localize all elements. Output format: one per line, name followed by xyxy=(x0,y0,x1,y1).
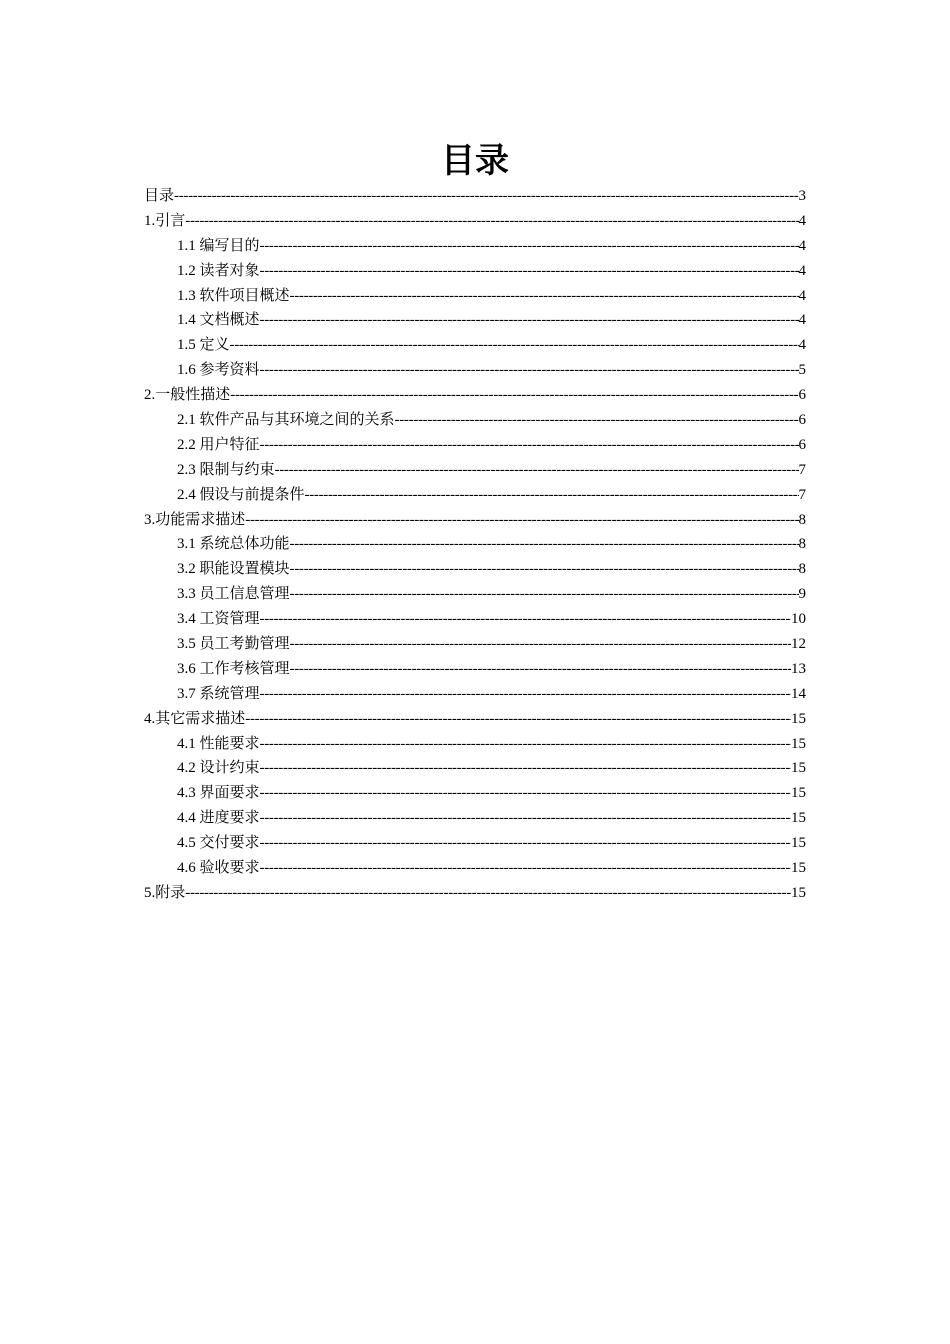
toc-dot-leader xyxy=(290,532,799,557)
toc-dot-leader xyxy=(260,607,791,632)
table-of-contents xyxy=(144,184,806,906)
toc-entry-label: 3.1 系统总体功能 xyxy=(177,536,290,553)
toc-entry[interactable] xyxy=(144,831,806,856)
toc-entry-page-number: 4 xyxy=(798,262,806,279)
toc-entry-label: 2.1 软件产品与其环境之间的关系 xyxy=(177,412,395,429)
toc-entry-page-number: 4 xyxy=(798,237,806,254)
toc-entry-label: 4.3 界面要求 xyxy=(177,785,260,802)
toc-entry-label: 3.5 员工考勤管理 xyxy=(177,636,290,653)
toc-entry-label: 4.6 验收要求 xyxy=(177,860,260,877)
toc-entry-label: 1.2 读者对象 xyxy=(177,262,260,279)
toc-entry-page-number: 15 xyxy=(791,884,806,901)
toc-dot-leader xyxy=(260,308,799,333)
toc-entry[interactable] xyxy=(144,881,806,906)
toc-entry-page-number: 4 xyxy=(798,337,806,354)
toc-dot-leader xyxy=(260,756,791,781)
toc-entry[interactable] xyxy=(144,508,806,533)
toc-dot-leader xyxy=(260,358,799,383)
toc-dot-leader xyxy=(290,284,799,309)
toc-entry-page-number: 15 xyxy=(791,860,806,877)
toc-entry-page-number: 10 xyxy=(791,611,806,628)
toc-entry-label: 4.4 进度要求 xyxy=(177,810,260,827)
toc-entry-page-number: 15 xyxy=(791,760,806,777)
toc-entry-label: 4.5 交付要求 xyxy=(177,835,260,852)
toc-dot-leader xyxy=(245,508,798,533)
toc-entry-page-number: 8 xyxy=(798,511,806,528)
toc-entry-page-number: 6 xyxy=(798,387,806,404)
toc-entry[interactable] xyxy=(144,732,806,757)
toc-dot-leader xyxy=(260,856,791,881)
toc-entry[interactable] xyxy=(144,682,806,707)
toc-entry-label: 3.4 工资管理 xyxy=(177,611,260,628)
toc-entry-label: 2.4 假设与前提条件 xyxy=(177,486,305,503)
toc-entry[interactable] xyxy=(144,458,806,483)
toc-entry[interactable] xyxy=(144,657,806,682)
toc-entry-page-number: 6 xyxy=(798,412,806,429)
toc-entry[interactable] xyxy=(144,408,806,433)
toc-entry-label: 4.2 设计约束 xyxy=(177,760,260,777)
toc-dot-leader xyxy=(185,881,791,906)
toc-entry[interactable] xyxy=(144,284,806,309)
toc-entry[interactable] xyxy=(144,358,806,383)
toc-entry[interactable] xyxy=(144,582,806,607)
toc-entry-label: 1.4 文档概述 xyxy=(177,312,260,329)
toc-entry[interactable] xyxy=(144,756,806,781)
toc-entry-label: 1.6 参考资料 xyxy=(177,362,260,379)
toc-entry-page-number: 8 xyxy=(798,536,806,553)
toc-entry[interactable] xyxy=(144,234,806,259)
toc-entry-label: 2.2 用户特征 xyxy=(177,436,260,453)
toc-entry-page-number: 15 xyxy=(791,735,806,752)
toc-entry-page-number: 15 xyxy=(791,835,806,852)
toc-entry-page-number: 4 xyxy=(798,287,806,304)
toc-entry[interactable] xyxy=(144,806,806,831)
toc-entry-label: 3.3 员工信息管理 xyxy=(177,586,290,603)
toc-entry-label: 2.3 限制与约束 xyxy=(177,461,275,478)
toc-entry[interactable] xyxy=(144,433,806,458)
toc-dot-leader xyxy=(260,433,799,458)
toc-dot-leader xyxy=(260,781,791,806)
toc-dot-leader xyxy=(230,383,798,408)
toc-entry-page-number: 5 xyxy=(798,362,806,379)
toc-entry-page-number: 7 xyxy=(798,461,806,478)
toc-dot-leader xyxy=(260,234,799,259)
toc-entry-label: 3.6 工作考核管理 xyxy=(177,660,290,677)
toc-entry-label: 4.1 性能要求 xyxy=(177,735,260,752)
toc-entry-page-number: 15 xyxy=(791,810,806,827)
toc-entry[interactable] xyxy=(144,333,806,358)
toc-dot-leader xyxy=(185,209,798,234)
toc-entry[interactable] xyxy=(144,707,806,732)
toc-entry-page-number: 7 xyxy=(798,486,806,503)
toc-entry-page-number: 3 xyxy=(798,188,806,204)
toc-entry[interactable] xyxy=(144,259,806,284)
toc-dot-leader xyxy=(260,259,799,284)
toc-dot-leader xyxy=(290,632,791,657)
toc-dot-leader xyxy=(290,657,791,682)
toc-entry-label: 3.7 系统管理 xyxy=(177,685,260,702)
toc-entry-page-number: 8 xyxy=(798,561,806,578)
toc-dot-leader xyxy=(290,557,799,582)
toc-entry-label: 5.附录 xyxy=(144,884,186,901)
toc-dot-leader xyxy=(245,707,791,732)
toc-dot-leader xyxy=(174,184,798,209)
toc-entry[interactable] xyxy=(144,308,806,333)
toc-entry-label: 1.引言 xyxy=(144,212,186,229)
toc-entry-label: 1.1 编写目的 xyxy=(177,237,260,254)
toc-entry-label: 1.5 定义 xyxy=(177,337,230,354)
toc-entry[interactable] xyxy=(144,532,806,557)
toc-entry-page-number: 15 xyxy=(791,710,806,727)
toc-dot-leader xyxy=(260,682,791,707)
page-title: 目录 xyxy=(441,141,509,181)
toc-entry[interactable] xyxy=(144,632,806,657)
toc-entry-page-number: 4 xyxy=(798,212,806,229)
toc-entry[interactable] xyxy=(144,383,806,408)
toc-dot-leader xyxy=(260,806,791,831)
toc-dot-leader xyxy=(290,582,799,607)
toc-entry-label: 3.功能需求描述 xyxy=(144,511,246,528)
toc-dot-leader xyxy=(230,333,799,358)
toc-entry[interactable] xyxy=(144,856,806,881)
toc-entry-page-number: 9 xyxy=(798,586,806,603)
toc-dot-leader xyxy=(305,483,799,508)
toc-entry-label: 2.一般性描述 xyxy=(144,387,231,404)
toc-entry[interactable] xyxy=(144,557,806,582)
toc-dot-leader xyxy=(260,732,791,757)
toc-entry-page-number: 15 xyxy=(791,785,806,802)
toc-entry[interactable] xyxy=(144,209,806,234)
toc-entry-page-number: 4 xyxy=(798,312,806,329)
toc-entry-label: 1.3 软件项目概述 xyxy=(177,287,290,304)
toc-entry[interactable] xyxy=(144,781,806,806)
toc-entry-page-number: 12 xyxy=(791,636,806,653)
toc-entry-page-number: 13 xyxy=(791,660,806,677)
toc-dot-leader xyxy=(275,458,799,483)
toc-dot-leader xyxy=(395,408,799,433)
toc-entry-page-number: 6 xyxy=(798,436,806,453)
toc-entry[interactable] xyxy=(144,607,806,632)
toc-entry-label: 3.2 职能设置模块 xyxy=(177,561,290,578)
toc-dot-leader xyxy=(260,831,791,856)
toc-entry[interactable] xyxy=(144,184,806,209)
toc-entry-label: 4.其它需求描述 xyxy=(144,710,246,727)
toc-entry[interactable] xyxy=(144,483,806,508)
toc-entry-label: 目录 xyxy=(144,188,175,204)
toc-entry-page-number: 14 xyxy=(791,685,806,702)
